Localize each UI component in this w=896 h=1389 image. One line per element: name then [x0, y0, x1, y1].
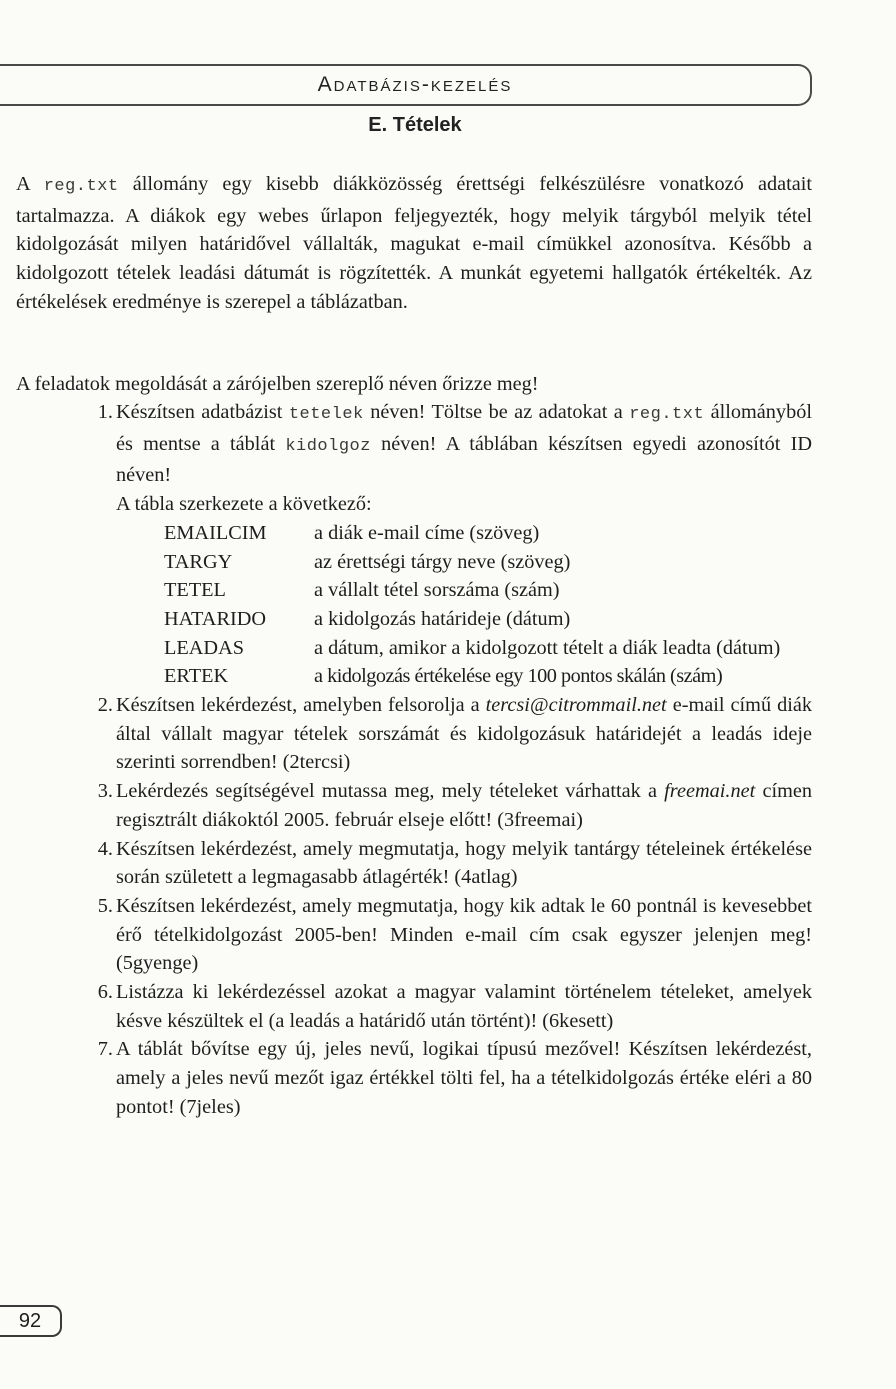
field-row — [164, 548, 812, 577]
task-text: Listázza ki lekérdezéssel azokat a magyar valamint történelem tételeket, amelyek késve készültek el (a leadás a határidő után történt)! (6kesett) — [116, 981, 812, 1032]
task-number: 1. — [97, 401, 113, 423]
task-text: címen regisztrált diákoktól 2005. február elseje előtt! (3freemai) — [116, 780, 813, 831]
field-desc: a diák e-mail címe (szöveg) — [314, 521, 540, 544]
field-row — [164, 576, 812, 605]
email-address: tercsi@citrommail.net — [485, 694, 667, 717]
field-desc: a vállalt tétel sorszáma (szám) — [314, 579, 560, 602]
task-item-7 — [16, 1035, 812, 1121]
task-item-4 — [16, 835, 812, 892]
field-row — [164, 662, 812, 691]
task-item-1 — [16, 398, 812, 691]
structure-intro: A tábla szerkezete a következő: — [116, 493, 372, 516]
field-name: TARGY — [164, 550, 233, 573]
task-number: 5. — [97, 894, 113, 917]
filename-reg-txt: reg.txt — [43, 177, 119, 196]
task-text: Készítsen lekérdezést, amely megmutatja, hogy melyik tantárgy tételeinek értékelése során született a legmagasabb átlagérték! (4atlag) — [116, 837, 812, 889]
task-text: Készítsen adatbázist — [116, 401, 289, 423]
task-text: Lekérdezés segítségével mutassa meg, mely tételeket várhattak a — [116, 780, 665, 803]
field-row — [164, 519, 812, 548]
task-text: néven! Töltse be az adatokat a — [363, 401, 630, 423]
field-name: LEADAS — [164, 636, 244, 659]
page-number: 92 — [0, 1305, 62, 1337]
database-name: tetelek — [288, 405, 364, 424]
task-text: A táblát bővítse egy új, jeles nevű, logikai típusú mezővel! Készítsen lekérdezést, amely a jeles nevű mezőt igaz értékkel tölti fel, ha a tételkidolgozás értéke eléri a 80 pontot! (7jeles) — [116, 1038, 812, 1118]
table-name: kidolgoz — [285, 436, 371, 456]
task-list — [16, 398, 812, 1122]
intro-text-start: A — [16, 173, 44, 195]
domain-name: freemai.net — [664, 780, 756, 803]
task-text: állományból és mentse a táblát — [116, 401, 812, 455]
task-item-3 — [16, 777, 812, 834]
field-desc: az érettségi tárgy neve (szöveg) — [314, 550, 571, 573]
task-number: 6. — [97, 981, 113, 1004]
task-number: 2. — [97, 694, 113, 717]
chapter-title: Adatbázis-kezelés — [317, 73, 513, 96]
instruction-text: A feladatok megoldását a zárójelben szereplő néven őrizze meg! — [16, 373, 539, 395]
field-table — [164, 519, 812, 691]
task-item-5 — [16, 892, 812, 978]
filename-reg-txt: reg.txt — [629, 405, 705, 424]
task-item-6 — [16, 978, 812, 1035]
section-title: E. Tételek — [368, 114, 462, 136]
field-row — [164, 605, 812, 634]
task-text: e-mail című diák által vállalt magyar tételek sorszámát és kidolgozásuk határidejét a leadás ideje szerinti sorrendben! (2tercsi) — [116, 694, 813, 774]
task-text: Készítsen lekérdezést, amelyben felsorolja a — [116, 694, 486, 717]
task-text: Készítsen lekérdezést, amely megmutatja, hogy kik adtak le 60 pontnál is kevesebbet érő tételkidolgozást 2005-ben! Minden e-mail cím csak egyszer jelenjen meg! (5gyenge) — [116, 894, 812, 975]
field-desc: a dátum, amikor a kidolgozott tételt a diák leadta (dátum) — [314, 636, 781, 659]
field-name: EMAILCIM — [164, 521, 267, 544]
field-desc: a kidolgozás határideje (dátum) — [314, 607, 571, 630]
task-number: 7. — [97, 1038, 113, 1061]
field-row — [164, 634, 812, 663]
intro-text-rest: állomány egy kisebb diákközösség érettségi felkészülésre vonatkozó adatait tartalmazza. A diákok egy webes űrlapon feljegyezték, hogy melyik tárgyból melyik tétel kidolgozását milyen határidővel vállalták, magukat e-mail címükkel azonosítva. Később a kidolgozott tételek leadási dátumát is rögzítették. A munkát egyetemi hallgatók értékelték. Az értékelések eredménye is szerepel a táblázatban. — [16, 173, 812, 313]
task-number: 3. — [97, 780, 113, 803]
field-name: TETEL — [164, 579, 226, 602]
task-item-2 — [16, 691, 812, 777]
task-number: 4. — [97, 837, 113, 860]
field-desc: a kidolgozás értékelése egy 100 pontos skálán (szám) — [314, 665, 723, 688]
field-name: ERTEK — [164, 665, 229, 688]
intro-paragraph — [16, 170, 812, 317]
field-name: HATARIDO — [164, 607, 267, 630]
task-text: néven! A táblában készítsen egyedi azonosítót ID néven! — [116, 432, 812, 487]
